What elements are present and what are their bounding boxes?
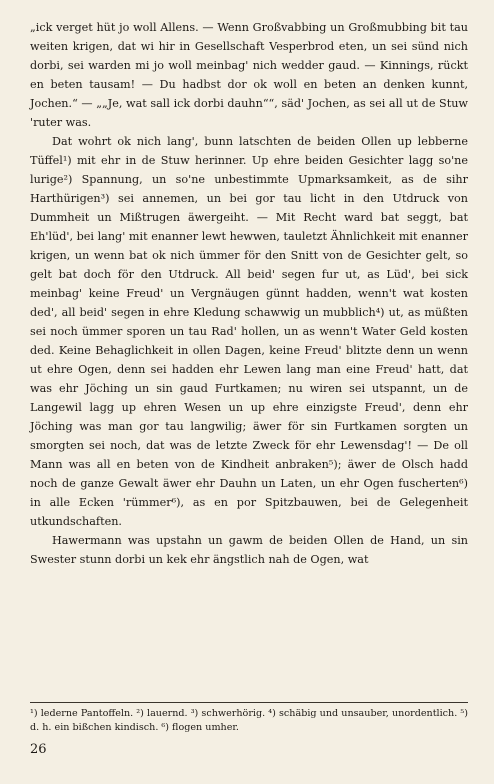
- paragraph-1: „ick verget hüt jo woll Allens. — Wenn Großvabbing un Großmubbing bit tau weiten krigen, dat wi hir in Gesellschaft Vesperbrod eten, un sei sünd nich dorbi, sei warden mi jo woll meinbag' nich wedder gaud. — Kinnings, rückt en beten tausam! — Du hadbst dor ok woll en beten an denken kunnt, Jochen.“ — „„Je, wat sall ick dorbi dauhn““, säd' Jochen, as sei all ut de Stuw 'ruter was.: [30, 21, 468, 129]
- paragraph-3: Hawermann was upstahn un gawm de beiden Ollen de Hand, un sin Swester stunn dorbi un kek ehr ängstlich nah de Ogen, wat: [30, 534, 468, 566]
- paragraph-2: Dat wohrt ok nich lang', bunn latschten de beiden Ollen up lebberne Tüffel¹) mit ehr in de Stuw herinner. Up ehre beiden Gesichter lagg so'ne lurige²) Spannung, un so'ne unbestimmte Upmarksamkeit, as de sihr Harthürigen³) sei annemen, un bei gor tau licht in den Utdruck von Dummheit un Mißtrugen äwergeiht. — Mit Recht ward bat seggt, bat Eh'lüd', bei lang' mit enanner lewt hewwen, tauletzt Ähnlichkeit mit enanner krigen, un wenn bat ok nich ümmer för den Snitt von de Gesichter gelt, so gelt bat doch för den Utdruck. All beid' segen fur ut, as Lüd', bei sick meinbag' keine Freud' un Vergnäugen günnt hadden, wenn't wat kosten ded', all beid' segen in ehre Kledung schawwig un mubblich⁴) ut, as müßten sei noch ümmer sporen un tau Rad' hollen, un as wenn't Water Geld kosten ded. Keine Behaglichkeit in ollen Dagen, keine Freud' blitzte denn un wenn ut ehre Ogen, denn sei hadden ehr Lewen lang man eine Freud' hatt, dat was ehr Jöching un sin gaud Furtkamen; nu wiren sei utspannt, un de Langewil lagg up ehren Wesen un up ehre einzigste Freud', denn ehr Jöching was man gor tau langwilig; äwer för sin Furtkamen sorgten un smorgten sei noch, dat was de letzte Zweck för ehr Lewensdag'! — De oll Mann was all en beten von de Kindheit anbraken⁵); äwer de Olsch hadd noch de ganze Gewalt äwer ehr Dauhn un Laten, un ehr Ogen fuscherten⁶) in alle Ecken 'rümmer⁶), as en por Spitzbauwen, bei de Gelegenheit utkundschaften.: [30, 135, 468, 528]
- page-number: 26: [30, 742, 47, 757]
- main-text: [30, 18, 468, 569]
- footnotes: ¹) lederne Pantoffeln. ²) lauernd. ³) schwerhörig. ⁴) schäbig und unsauber, unordentlich. ⁵) d. h. ein bißchen kindisch. ⁶) flogen umher.: [30, 702, 468, 735]
